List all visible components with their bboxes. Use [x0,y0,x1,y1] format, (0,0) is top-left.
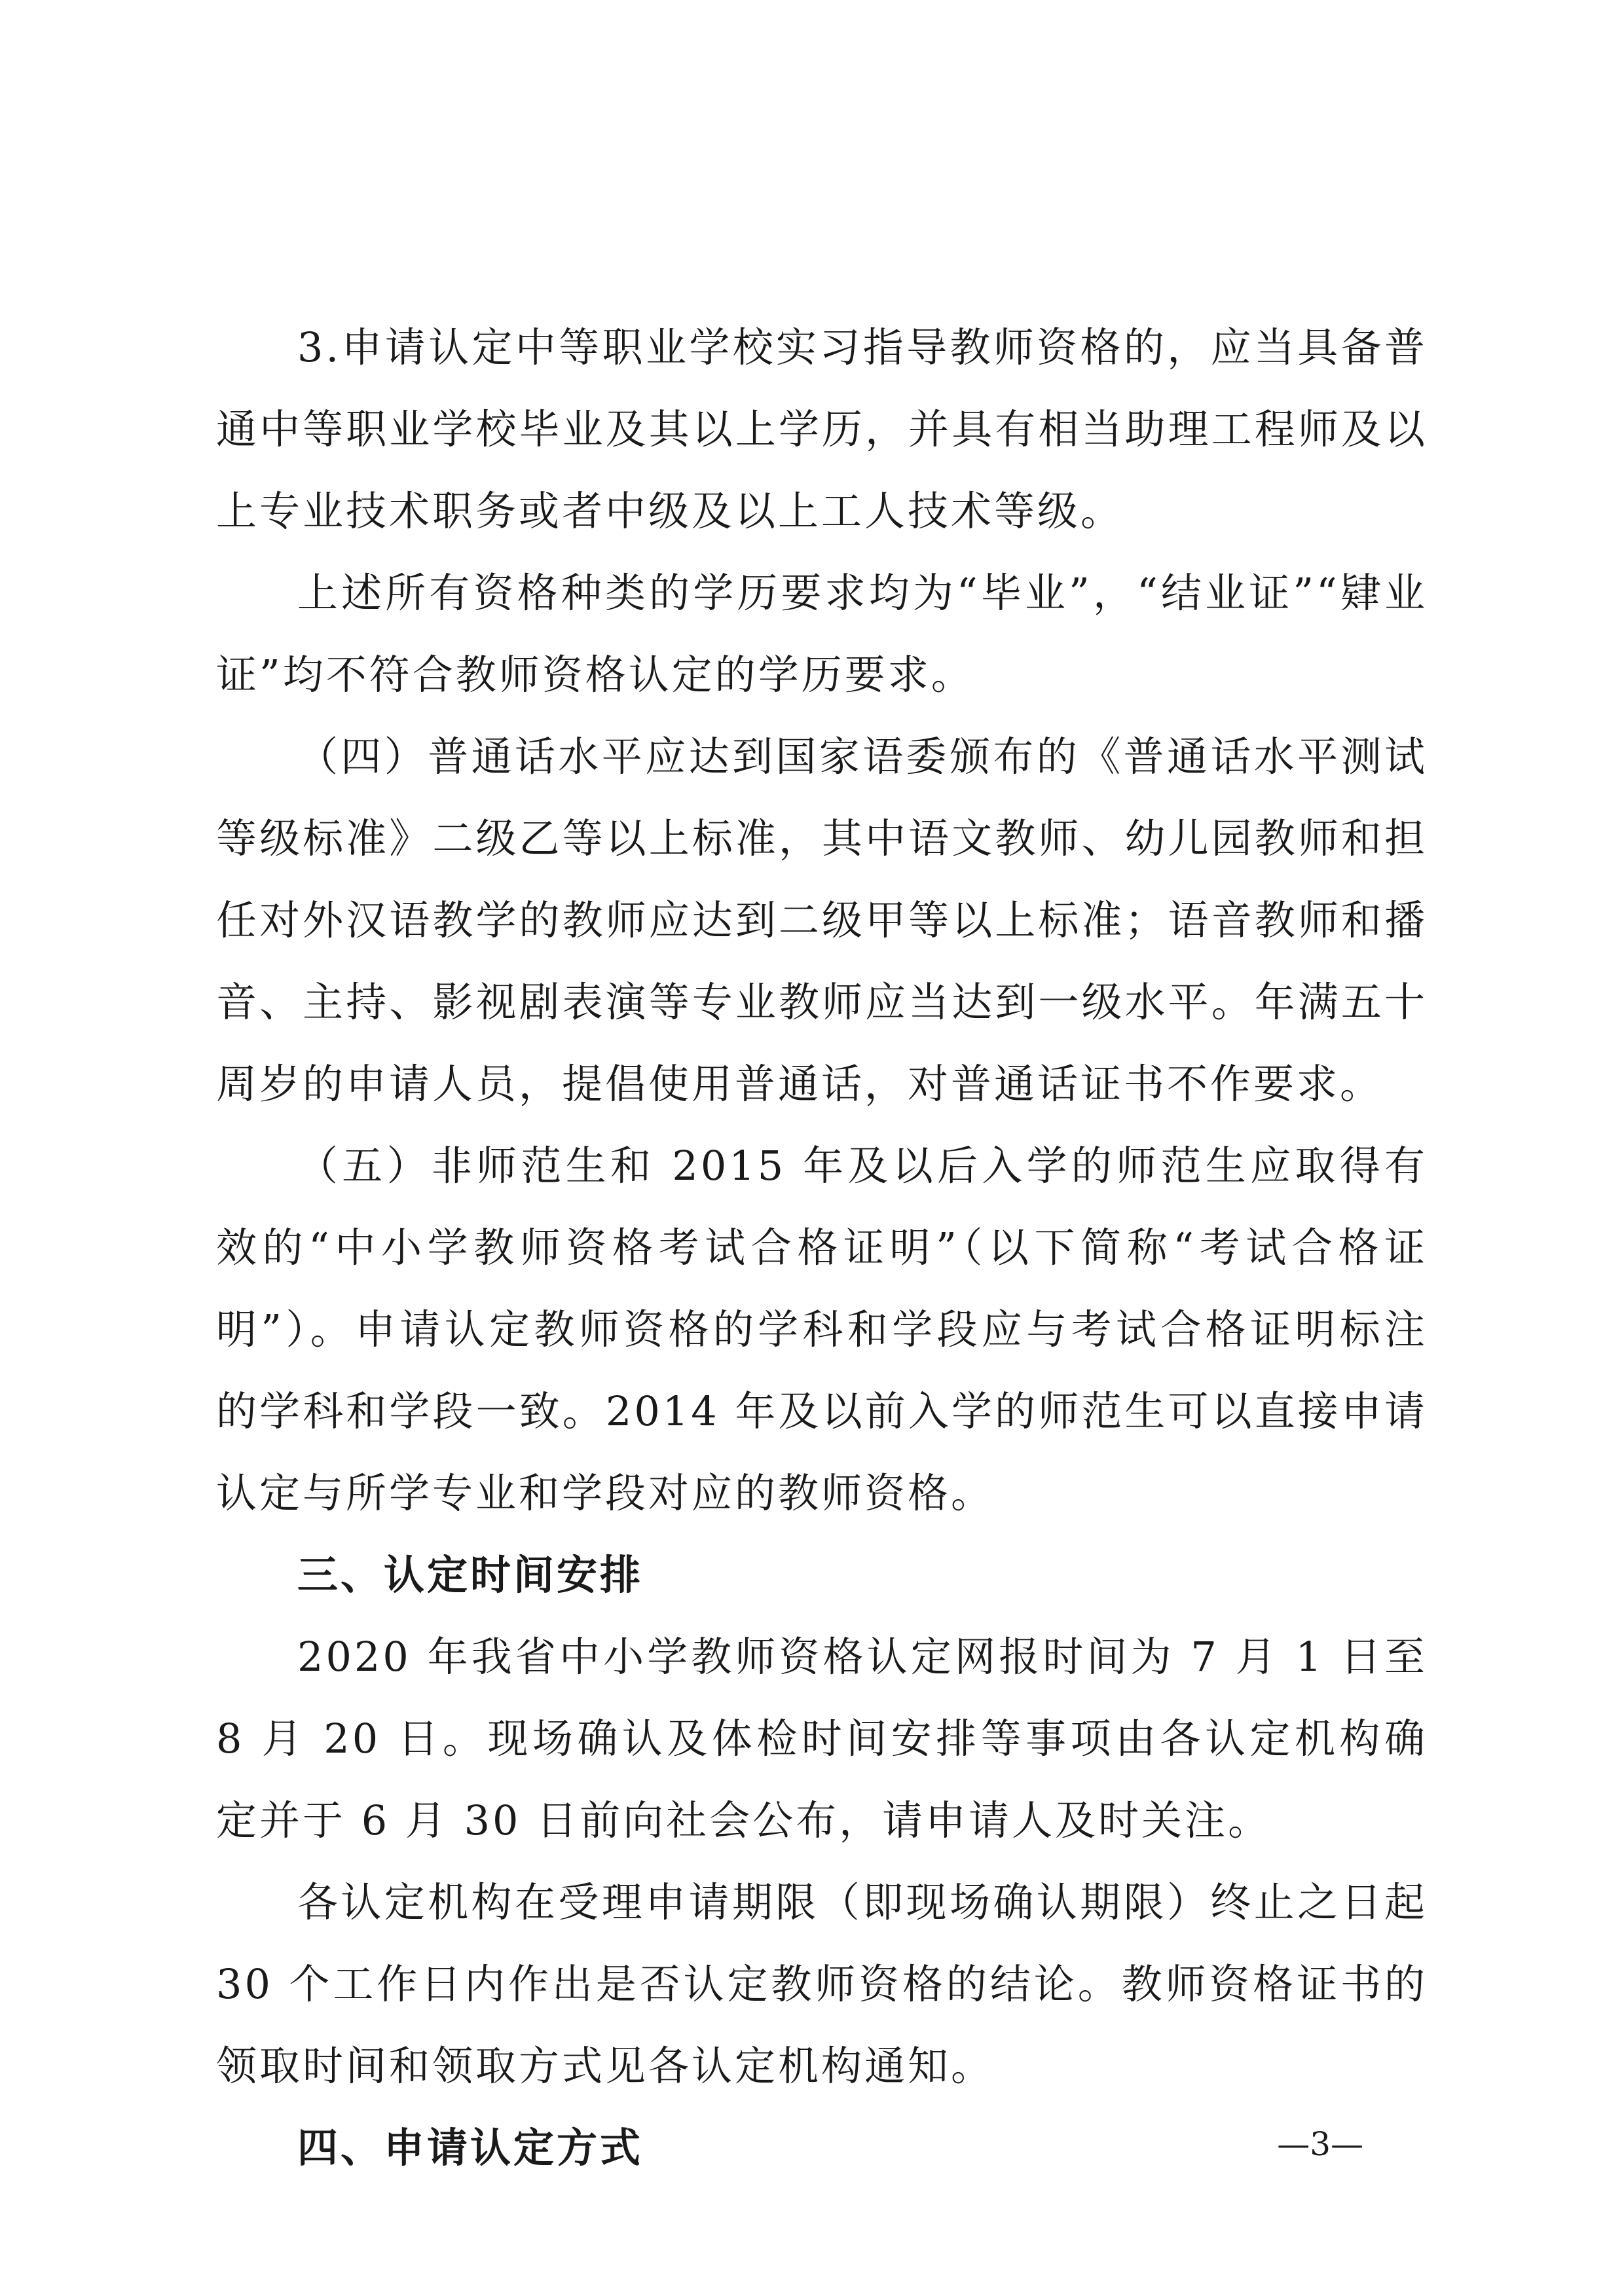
paragraph-education-requirement-note: 上述所有资格种类的学历要求均为“毕业”，“结业证”“肄业证”均不符合教师资格认定的学历要求。 [216,569,1428,699]
section-heading-application-method: 四、申请认定方式 [297,2124,644,2172]
paragraph-registration-time: 2020 年我省中小学教师资格认定网报时间为 7 月 1 日至 8 月 20 日。现场确认及体检时间安排等事项由各认定机构确定并于 6 月 30 日前向社会公布，请申请人及时关注。 [216,1633,1428,1844]
section-heading-schedule: 三、认定时间安排 [297,1551,644,1599]
paragraph-vocational-instructor-requirement: 3.申请认定中等职业学校实习指导教师资格的，应当具备普通中等职业学校毕业及其以上学历，并具有相当助理工程师及以上专业技术职务或者中级及以上工人技术等级。 [216,323,1428,535]
document-body [216,306,1428,2189]
page-number: —3— [1277,2125,1363,2163]
paragraph-decision-time: 各认定机构在受理申请期限（即现场确认期限）终止之日起 30 个工作日内作出是否认定教师资格的结论。教师资格证书的领取时间和领取方式见各认定机构通知。 [216,1878,1428,2090]
paragraph-mandarin-requirement: （四）普通话水平应达到国家语委颁布的《普通话水平测试等级标准》二级乙等以上标准，其中语文教师、幼儿园教师和担任对外汉语教学的教师应达到二级甲等以上标准；语音教师和播音、主持、影视剧表演等专业教师应当达到一级水平。年满五十周岁的申请人员，提倡使用普通话，对普通话证书不作要求。 [216,733,1428,1108]
paragraph-exam-certificate-requirement: （五）非师范生和 2015 年及以后入学的师范生应取得有效的“中小学教师资格考试合格证明”（以下简称“考试合格证明”）。申请认定教师资格的学科和学段应与考试合格证明标注的学科和学段一致。2014 年及以前入学的师范生可以直接申请认定与所学专业和学段对应的教师资格。 [216,1142,1428,1517]
